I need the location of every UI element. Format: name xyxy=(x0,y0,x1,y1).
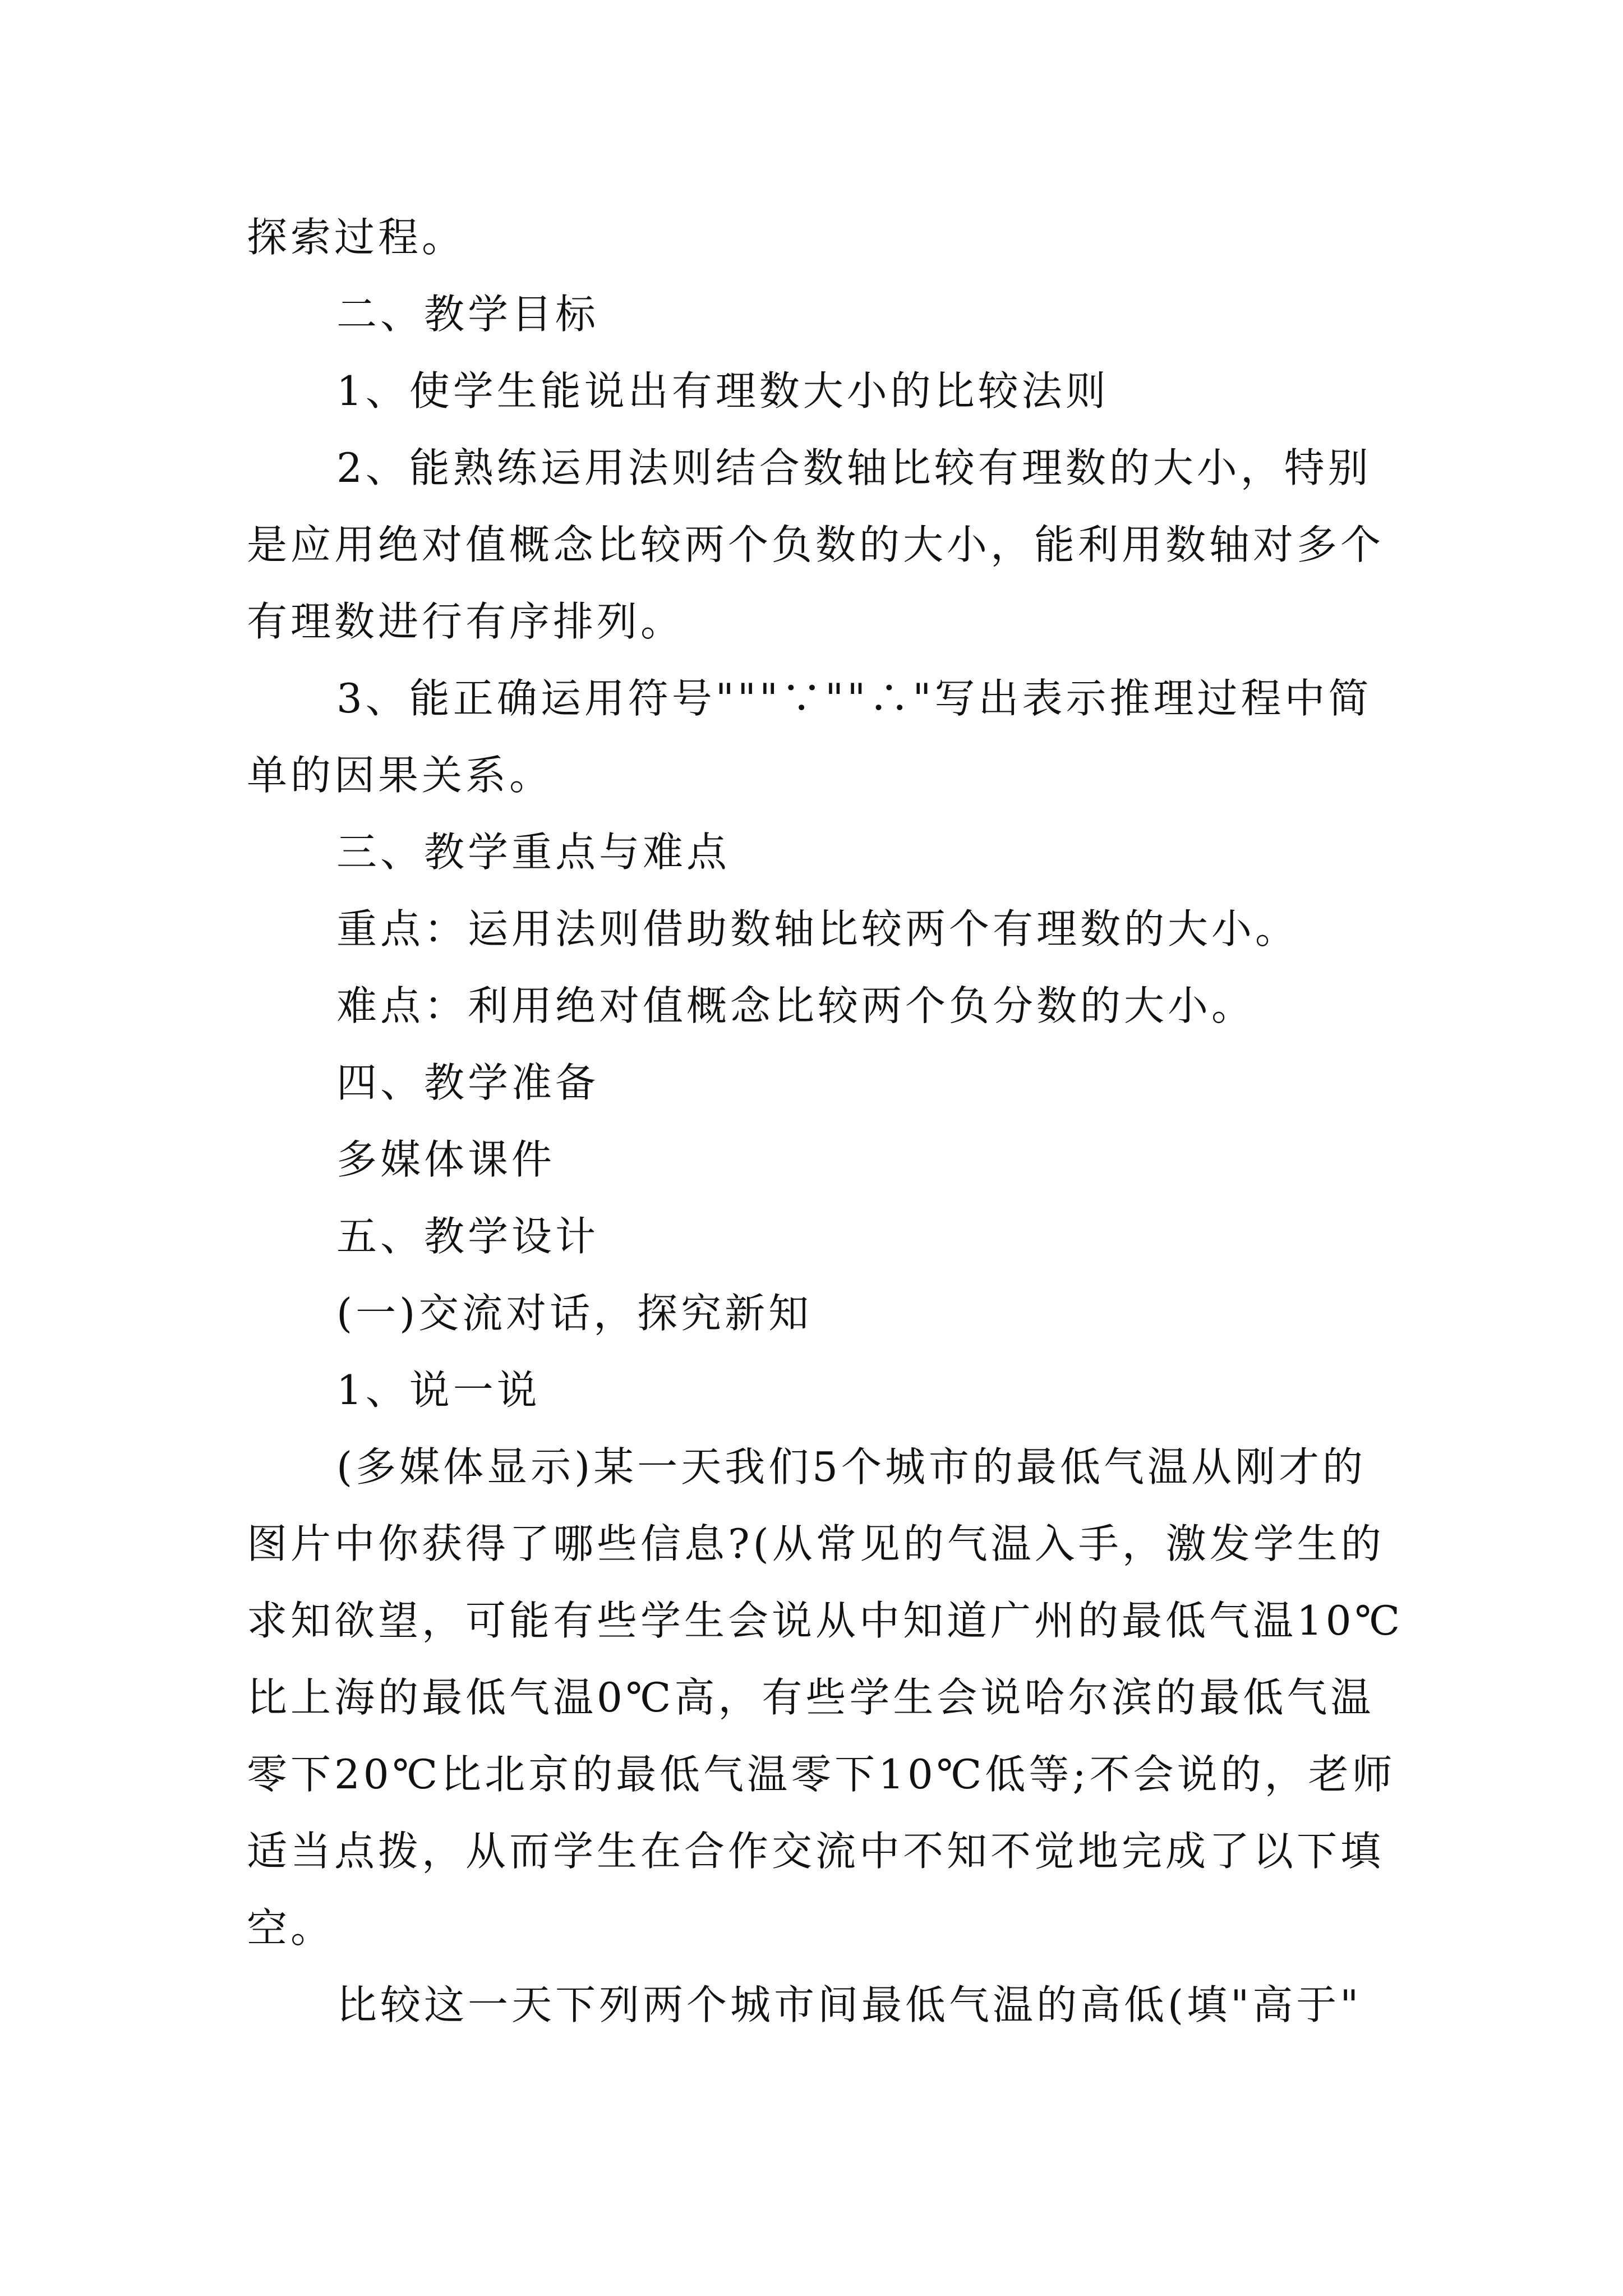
subsection-heading: 1、说一说 xyxy=(336,1366,541,1414)
paragraph-line: 适当点拨，从而学生在合作交流中不知不觉地完成了以下填 xyxy=(247,1828,1385,1875)
paragraph-line: 比上海的最低气温0℃高，有些学生会说哈尔滨的最低气温 xyxy=(247,1674,1375,1721)
paragraph-line: 多媒体课件 xyxy=(336,1136,556,1183)
paragraph-line: 1、使学生能说出有理数大小的比较法则 xyxy=(336,367,1109,415)
paragraph-line: 比较这一天下列两个城市间最低气温的高低(填"高于" xyxy=(336,1981,1362,2028)
paragraph-line: 难点：利用绝对值概念比较两个负分数的大小。 xyxy=(336,982,1256,1029)
document-body xyxy=(247,199,1404,2044)
paragraph-line: 求知欲望，可能有些学生会说从中知道广州的最低气温10℃ xyxy=(247,1597,1404,1644)
paragraph-line: (多媒体显示)某一天我们5个城市的最低气温从刚才的 xyxy=(336,1443,1366,1490)
paragraph-line: 重点：运用法则借助数轴比较两个有理数的大小。 xyxy=(336,905,1299,953)
section-heading: 四、教学准备 xyxy=(336,1059,600,1106)
paragraph-line: 图片中你获得了哪些信息?(从常见的气温入手，激发学生的 xyxy=(247,1520,1385,1567)
section-heading: 三、教学重点与难点 xyxy=(336,829,731,876)
paragraph-line: 零下20℃比北京的最低气温零下10℃低等;不会说的，老师 xyxy=(247,1751,1396,1798)
subsection-heading: (一)交流对话，探究新知 xyxy=(336,1290,813,1337)
paragraph-line: 有理数进行有序排列。 xyxy=(247,598,685,645)
paragraph-line: 空。 xyxy=(247,1904,335,1952)
paragraph-line: 3、能正确运用符号"""∵""∴"写出表示推理过程中简 xyxy=(336,675,1372,722)
paragraph-line: 探索过程。 xyxy=(247,214,466,261)
paragraph-line: 是应用绝对值概念比较两个负数的大小，能利用数轴对多个 xyxy=(247,521,1385,568)
paragraph-line: 单的因果关系。 xyxy=(247,752,554,799)
paragraph-line: 2、能熟练运用法则结合数轴比较有理数的大小，特别 xyxy=(336,444,1372,491)
section-heading: 五、教学设计 xyxy=(336,1213,600,1260)
section-heading: 二、教学目标 xyxy=(336,291,600,338)
